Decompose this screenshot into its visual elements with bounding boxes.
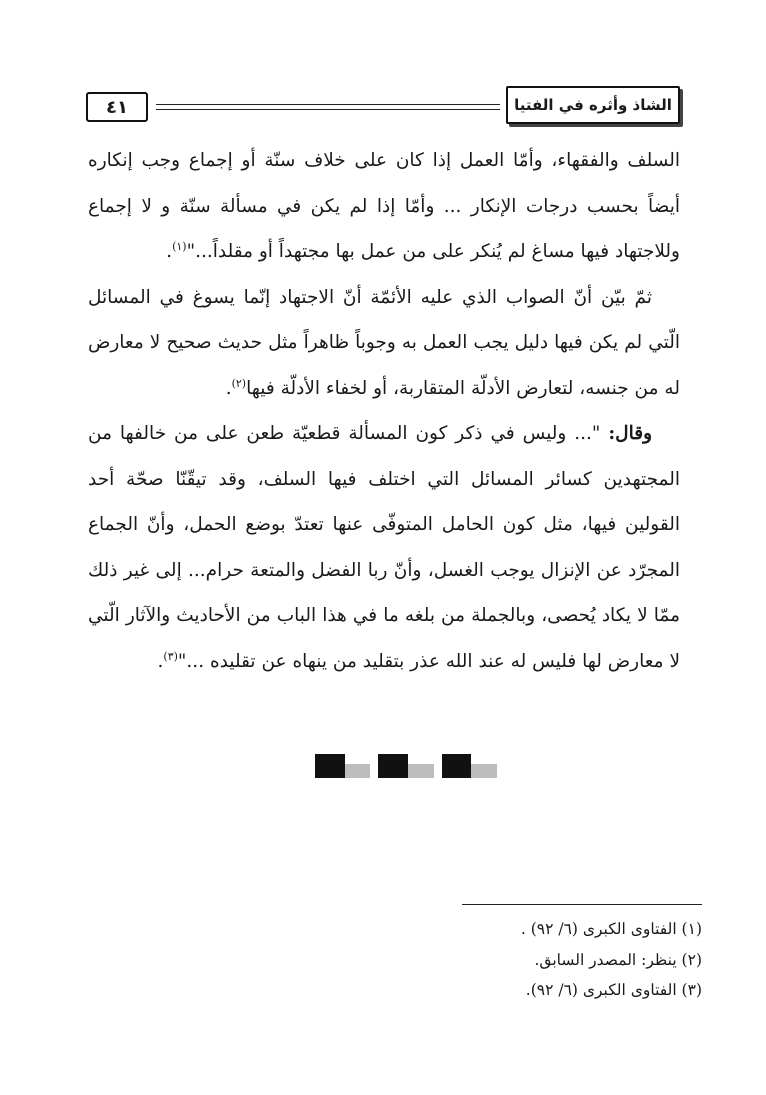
main-text (88, 138, 680, 684)
footnote-3: (٣) الفتاوى الكبرى (٦/ ٩٢). (525, 981, 702, 999)
ornament-block (315, 754, 345, 778)
footnote-ref: (١) (172, 239, 187, 253)
paragraph-3 (88, 411, 680, 684)
footnote-rule (462, 904, 702, 905)
running-title: الشاذ وأثره في الفتيا (506, 86, 680, 124)
paragraph-2 (88, 275, 680, 412)
paragraph-text: "... وليس في ذكر كون المسألة قطعيّة طعن على من خالفها من المجتهدين كسائر المسائل التي اختلف فيها السلف، وقد تيقّنّا صحّة أحد القولين فيها، مثل كون الحامل المتوفّى عنها تعتدّ بوضع الحمل، وأنّ الجماع المجرّد عن الإنزال يوجب الغسل، وأنّ ربا الفضل والمتعة حرام... إلى غير ذلك ممّا لا يكاد يُحصى، وبالجملة من بلغه ما في هذا الباب من الأحاديث والآثار الّتي لا معارض لها فليس له عند الله عذر بتقليد من ينهاه عن تقليده ..." (88, 423, 680, 672)
footnote-1: (١) الفتاوى الكبرى (٦/ ٩٢) . (520, 920, 702, 938)
ornament-shade (345, 764, 371, 778)
paragraph-text: السلف والفقهاء، وأمّا العمل إذا كان على خلاف سنّة أو إجماع وجب إنكاره أيضاً بحسب درجات الإنكار ... وأمّا إذا لم يكن في مسألة سنّة و لا إجماع وللاجتهاد فيها مساغ لم يُنكر على من عمل بها مجتهداً أو مقلداً..." (88, 150, 680, 262)
header-rule (156, 104, 500, 105)
page-header (86, 86, 680, 128)
header-rule-secondary (156, 109, 500, 110)
page-number: ٤١ (86, 92, 148, 122)
ornament-shade (471, 764, 497, 778)
footnote-2: (٢) ينظر: المصدر السابق. (534, 950, 702, 969)
paragraph-end: . (166, 241, 173, 262)
section-ornament (315, 752, 505, 778)
paragraph-1 (88, 138, 680, 275)
paragraph-text: ثمّ بيّن أنّ الصواب الذي عليه الأئمّة أنّ الاجتهاد إنّما يسوغ في المسائل الّتي لم يكن فيها دليل يجب العمل به وجوباً ظاهراً مثل حديث صحيح لا معارض له من جنسه، لتعارض الأدلّة المتقاربة، أو لخفاء الأدلّة فيها (88, 286, 680, 399)
footnotes (380, 914, 702, 1006)
ornament-block (442, 754, 472, 778)
ornament-shade (408, 764, 434, 778)
ornament-block (378, 754, 408, 778)
footnote-ref: (٣) (163, 649, 178, 663)
footnote-ref: (٢) (231, 376, 247, 390)
paragraph-end: . (225, 377, 232, 399)
paragraph-lead: وقال: (608, 423, 652, 444)
paragraph-end: . (157, 650, 164, 672)
